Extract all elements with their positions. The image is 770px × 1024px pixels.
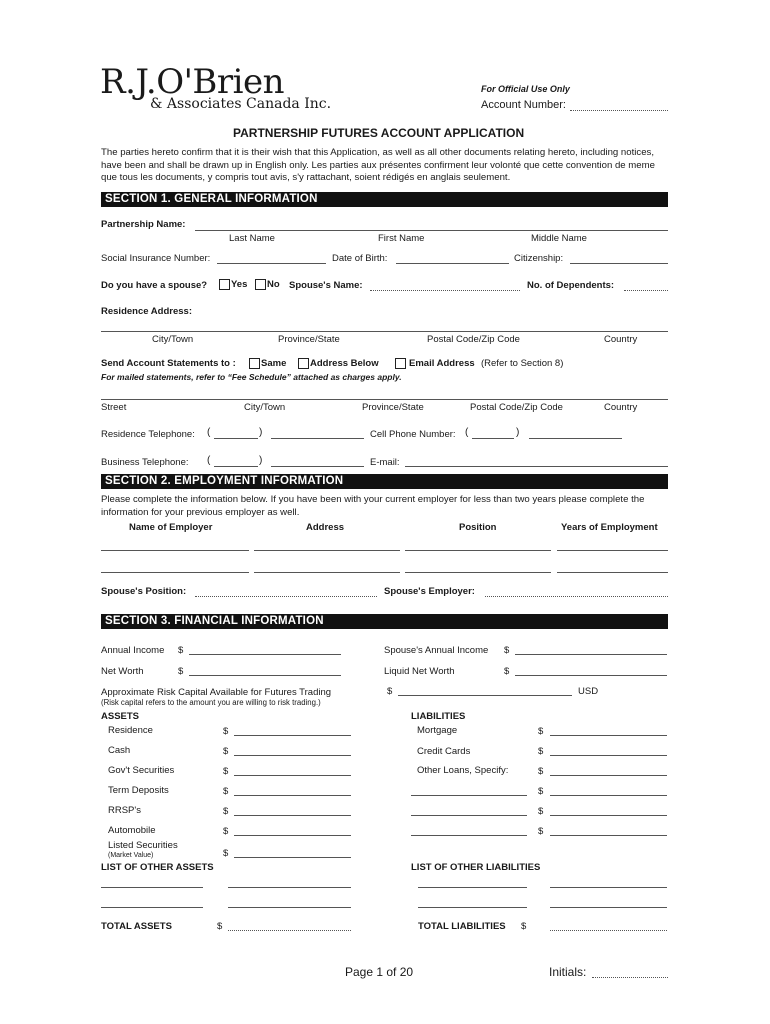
asset-auto-dollar: $ [223, 826, 229, 837]
liability-extra-amount-1[interactable] [550, 795, 667, 796]
other-liability-amount-1[interactable] [550, 887, 667, 888]
other-asset-amount-1[interactable] [228, 887, 351, 888]
spouse-position-label: Spouse's Position: [101, 586, 187, 597]
asset-govt-securities-label: Gov't Securities [108, 765, 175, 776]
bus-tel-paren-close: ) [259, 455, 263, 466]
other-liabilities-heading: LIST OF OTHER LIABILITIES [411, 862, 541, 873]
same-label: Same [261, 358, 287, 369]
asset-residence-label: Residence [108, 725, 153, 736]
spouse-question-label: Do you have a spouse? [101, 280, 208, 291]
assets-heading: ASSETS [101, 711, 140, 722]
risk-capital-label: Approximate Risk Capital Available for Futures Trading [101, 687, 332, 698]
res-province-label: Province/State [278, 334, 340, 345]
total-assets-field[interactable] [228, 930, 351, 931]
address-below-checkbox[interactable] [298, 358, 309, 369]
spouse-yes-label: Yes [231, 279, 248, 290]
residence-address-field[interactable] [101, 331, 668, 332]
liability-extra-desc-2[interactable] [411, 815, 527, 816]
partnership-name-field[interactable] [195, 230, 668, 231]
bus-tel-number-field[interactable] [271, 466, 364, 467]
mail-province-label: Province/State [362, 402, 424, 413]
email-field[interactable] [405, 466, 668, 467]
citizenship-label: Citizenship: [514, 253, 564, 264]
spouse-income-dollar: $ [504, 645, 510, 656]
dependents-label: No. of Dependents: [527, 280, 615, 291]
page-number: Page 1 of 20 [345, 965, 414, 979]
liability-extra-dollar-1: $ [538, 786, 544, 797]
email-address-label: Email Address [409, 358, 475, 369]
dependents-field[interactable] [624, 290, 668, 291]
asset-listed-securities-field[interactable] [234, 857, 351, 858]
liability-mortgage-label: Mortgage [417, 725, 458, 736]
asset-term-deposits-field[interactable] [234, 795, 351, 796]
company-logo: R.J.O'Brien [100, 62, 285, 102]
intro-paragraph: The parties hereto confirm that it is their wish that this Application, as well as all other documents relating hereto, including notices, have been and shall be drawn up in English only. Les parties aux présentes confirment leur volonté que cette convention de meme que tous les documents, y compris tout avis, s'y rattachant, soient rédigés en anglais seulement. [101, 147, 655, 183]
liability-extra-dollar-3: $ [538, 826, 544, 837]
asset-rrsp-dollar: $ [223, 806, 229, 817]
asset-automobile-field[interactable] [234, 835, 351, 836]
total-assets-dollar: $ [217, 921, 223, 932]
other-liability-desc-1[interactable] [418, 887, 527, 888]
account-number-field[interactable] [570, 110, 668, 111]
form-title: PARTNERSHIP FUTURES ACCOUNT APPLICATION [233, 126, 525, 140]
section1-title: SECTION 1. GENERAL INFORMATION [105, 193, 318, 205]
cell-paren-open: ( [465, 427, 469, 438]
employment-instructions: Please complete the information below. If you have been with your current employer for less than two years please complete the information for your previous employer as well. [101, 494, 645, 518]
section1-header [101, 192, 668, 207]
res-city-label: City/Town [152, 334, 194, 345]
liability-credit-dollar: $ [538, 746, 544, 757]
asset-cash-dollar: $ [223, 746, 229, 757]
initials-field[interactable] [592, 977, 668, 978]
liability-extra-amount-3[interactable] [550, 835, 667, 836]
liability-credit-cards-label: Credit Cards [417, 746, 471, 757]
spouse-no-label: No [267, 279, 280, 290]
liability-other-loans-field[interactable] [550, 775, 667, 776]
liquid-net-worth-dollar: $ [504, 666, 510, 677]
liability-other-loans-label: Other Loans, Specify: [417, 765, 509, 776]
section2-header [101, 474, 668, 489]
risk-capital-field[interactable] [398, 695, 572, 696]
asset-govt-dollar: $ [223, 766, 229, 777]
total-assets-label: TOTAL ASSETS [101, 921, 172, 932]
asset-listed-dollar: $ [223, 848, 229, 859]
mail-country-label: Country [604, 402, 638, 413]
net-worth-dollar: $ [178, 666, 184, 677]
employer-address-field-1[interactable] [254, 550, 400, 551]
street-label: Street [101, 402, 127, 413]
liability-other-dollar: $ [538, 766, 544, 777]
account-number-label: Account Number: [481, 99, 566, 111]
liquid-net-worth-label: Liquid Net Worth [384, 666, 455, 677]
dob-label: Date of Birth: [332, 253, 388, 264]
spouse-income-label: Spouse's Annual Income [384, 645, 489, 656]
spouse-yes-checkbox[interactable] [219, 279, 230, 290]
other-asset-desc-1[interactable] [101, 887, 203, 888]
official-use-label: For Official Use Only [481, 84, 570, 94]
employer-position-field-2[interactable] [405, 572, 551, 573]
col-address: Address [306, 522, 345, 533]
spouse-name-label: Spouse's Name: [289, 280, 363, 291]
res-tel-paren-open: ( [207, 427, 211, 438]
asset-govt-securities-field[interactable] [234, 775, 351, 776]
other-asset-amount-2[interactable] [228, 907, 351, 908]
mailed-statements-note: For mailed statements, refer to “Fee Schedule” attached as charges apply. [101, 372, 402, 382]
spouse-position-field[interactable] [195, 596, 377, 597]
liability-extra-desc-3[interactable] [411, 835, 527, 836]
other-liability-amount-2[interactable] [550, 907, 667, 908]
annual-income-dollar: $ [178, 645, 184, 656]
partnership-name-label: Partnership Name: [101, 219, 186, 230]
employer-name-field-2[interactable] [101, 572, 249, 573]
col-position: Position [459, 522, 497, 533]
sin-field[interactable] [217, 263, 326, 264]
employer-name-field-1[interactable] [101, 550, 249, 551]
liabilities-heading: LIABILITIES [411, 711, 466, 722]
total-liabilities-label: TOTAL LIABILITIES [418, 921, 506, 932]
last-name-label: Last Name [229, 233, 275, 244]
email-label: E-mail: [370, 457, 400, 468]
employer-position-field-1[interactable] [405, 550, 551, 551]
asset-term-deposits-label: Term Deposits [108, 785, 169, 796]
spouse-employer-field[interactable] [485, 596, 668, 597]
other-asset-desc-2[interactable] [101, 907, 203, 908]
same-checkbox[interactable] [249, 358, 260, 369]
liquid-net-worth-field[interactable] [515, 675, 667, 676]
asset-residence-field[interactable] [234, 735, 351, 736]
residence-address-label: Residence Address: [101, 306, 192, 317]
section3-title: SECTION 3. FINANCIAL INFORMATION [105, 615, 324, 627]
refer-section8-label: (Refer to Section 8) [481, 358, 564, 369]
spouse-no-checkbox[interactable] [255, 279, 266, 290]
liability-mortgage-dollar: $ [538, 726, 544, 737]
market-value-note: (Market Value) [108, 852, 154, 859]
employer-years-field-2[interactable] [557, 572, 668, 573]
send-statements-label: Send Account Statements to : [101, 358, 236, 369]
net-worth-field[interactable] [189, 675, 341, 676]
res-postal-label: Postal Code/Zip Code [427, 334, 520, 345]
risk-capital-dollar: $ [387, 686, 393, 697]
col-employer-name: Name of Employer [129, 522, 213, 533]
asset-term-dollar: $ [223, 786, 229, 797]
usd-label: USD [578, 686, 599, 697]
first-name-label: First Name [378, 233, 425, 244]
asset-cash-field[interactable] [234, 755, 351, 756]
spouse-employer-label: Spouse's Employer: [384, 586, 475, 597]
asset-automobile-label: Automobile [108, 825, 156, 836]
mail-city-label: City/Town [244, 402, 286, 413]
annual-income-label: Annual Income [101, 645, 165, 656]
bus-tel-area-field[interactable] [214, 466, 258, 467]
liability-mortgage-field[interactable] [550, 735, 667, 736]
cell-area-field[interactable] [472, 438, 514, 439]
liability-extra-amount-2[interactable] [550, 815, 667, 816]
total-liabilities-field[interactable] [550, 930, 667, 931]
asset-residence-dollar: $ [223, 726, 229, 737]
asset-listed-securities-label: Listed Securities [108, 840, 178, 851]
mail-postal-label: Postal Code/Zip Code [470, 402, 563, 413]
other-assets-heading: LIST OF OTHER ASSETS [101, 862, 214, 873]
company-logo-subtitle: & Associates Canada Inc. [150, 96, 332, 112]
asset-rrsp-label: RRSP's [108, 805, 141, 816]
annual-income-field[interactable] [189, 654, 341, 655]
business-telephone-label: Business Telephone: [101, 457, 189, 468]
liability-credit-cards-field[interactable] [550, 755, 667, 756]
cell-phone-label: Cell Phone Number: [370, 429, 456, 440]
liability-extra-desc-1[interactable] [411, 795, 527, 796]
res-tel-area-field[interactable] [214, 438, 258, 439]
net-worth-label: Net Worth [101, 666, 144, 677]
bus-tel-paren-open: ( [207, 455, 211, 466]
cell-paren-close: ) [516, 427, 520, 438]
col-years-employment: Years of Employment [561, 522, 658, 533]
other-liability-desc-2[interactable] [418, 907, 527, 908]
asset-rrsp-field[interactable] [234, 815, 351, 816]
cell-number-field[interactable] [529, 438, 622, 439]
address-below-label: Address Below [310, 358, 379, 369]
email-address-checkbox[interactable] [395, 358, 406, 369]
asset-cash-label: Cash [108, 745, 131, 756]
liability-extra-dollar-2: $ [538, 806, 544, 817]
risk-capital-note: (Risk capital refers to the amount you are willing to risk trading.) [101, 698, 321, 707]
residence-telephone-label: Residence Telephone: [101, 429, 195, 440]
initials-label: Initials: [549, 965, 587, 979]
mailing-address-field[interactable] [101, 399, 668, 400]
section3-header [101, 614, 668, 629]
citizenship-field[interactable] [570, 263, 668, 264]
spouse-income-field[interactable] [515, 654, 667, 655]
spouse-name-field[interactable] [370, 290, 520, 291]
res-tel-number-field[interactable] [271, 438, 364, 439]
middle-name-label: Middle Name [531, 233, 587, 244]
employer-address-field-2[interactable] [254, 572, 400, 573]
section2-title: SECTION 2. EMPLOYMENT INFORMATION [105, 475, 344, 487]
res-tel-paren-close: ) [259, 427, 263, 438]
dob-field[interactable] [396, 263, 509, 264]
total-liabilities-dollar: $ [521, 921, 527, 932]
res-country-label: Country [604, 334, 638, 345]
sin-label: Social Insurance Number: [101, 253, 211, 264]
employer-years-field-1[interactable] [557, 550, 668, 551]
